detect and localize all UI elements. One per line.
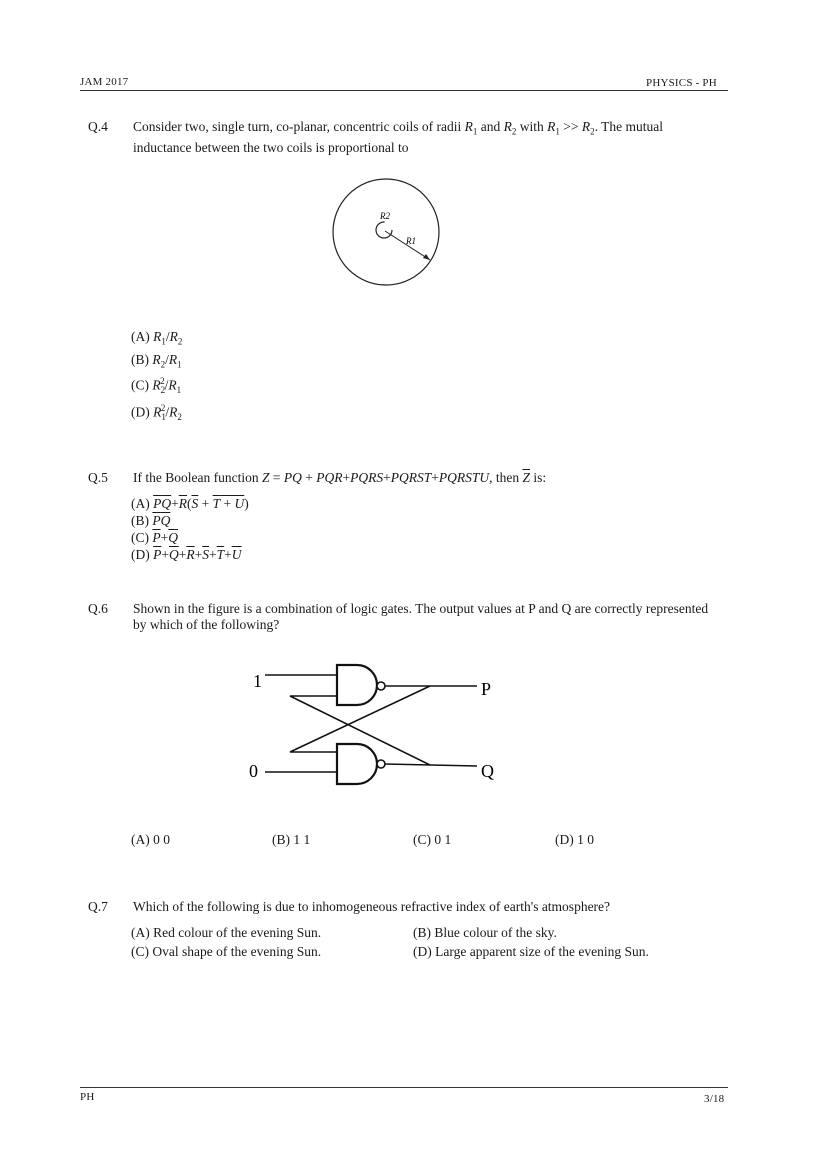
nand-bubble-top <box>377 682 385 690</box>
nand-gate-top <box>337 665 377 705</box>
nand-gate-bottom <box>337 744 377 784</box>
q5-option-b[interactable]: (B) $\overline{P}\overline{Q}$ <box>131 513 171 528</box>
nand-bubble-bottom <box>377 760 385 768</box>
q4-option-a[interactable]: (A) $R_1/R_2$ <box>131 329 183 347</box>
q7-option-c[interactable]: (C) Oval shape of the evening Sun. <box>131 944 322 959</box>
input-top-label: 1 <box>253 671 262 691</box>
q6-option-b[interactable]: (B) 1 1 <box>272 832 311 847</box>
q5-option-c[interactable]: (C) $\overline{P}+\overline{Q}$ <box>131 530 178 545</box>
q6-option-d[interactable]: (D) 1 0 <box>555 832 594 847</box>
q5-number: Q.5 <box>88 470 108 485</box>
q4-option-b[interactable]: (B) $R_2/R_1$ <box>131 351 182 370</box>
q4-option-c[interactable]: (C) $R_2^2/R_1$ <box>131 376 182 396</box>
q6-text: Shown in the figure is a combination of logic gates. The output values at P and Q are correctly represented by which of the following? <box>133 601 709 632</box>
q7-option-a[interactable]: (A) Red colour of the evening Sun. <box>131 925 322 940</box>
q7-number: Q.7 <box>88 899 108 914</box>
q6-logic-figure <box>245 655 505 790</box>
circuit-wires <box>265 675 477 772</box>
q4-option-d[interactable]: (D) $R_1^2/R_2$ <box>131 402 182 422</box>
q4-coils-figure <box>328 174 444 290</box>
header-left: JAM 2017 <box>80 76 129 88</box>
q4-options <box>131 328 182 426</box>
radius-arrowhead <box>423 254 430 260</box>
q5-text: If the Boolean function Z = PQ + PQR+PQRS+PQRST+PQRSTU, then $\overline{Z}$ is: <box>133 470 547 485</box>
header-right: PHYSICS - PH <box>646 77 717 89</box>
label-r2: R2 <box>380 211 390 221</box>
q4-text: Consider two, single turn, co-planar, concentric coils of radii $R_1$ and $R_2$ with $R_1 >> R_2$. The mutual inductance between the two coils is proportional to <box>133 119 663 155</box>
output-p-label: P <box>481 679 492 699</box>
q7-option-d[interactable]: (D) Large apparent size of the evening Sun. <box>413 944 649 959</box>
q7-option-b[interactable]: (B) Blue colour of the sky. <box>413 925 557 940</box>
header-rule <box>80 90 728 91</box>
output-q-label: Q <box>481 761 494 781</box>
q5-option-d[interactable]: (D) $\overline{P}+\overline{Q}+\overline{R}+\overline{S}+\overline{T}+\overline{U}$ <box>131 547 242 562</box>
footer-right: 3/18 <box>704 1093 725 1105</box>
label-r1: R1 <box>406 236 416 246</box>
footer-rule <box>80 1087 728 1088</box>
inner-coil <box>376 222 392 238</box>
q4-number: Q.4 <box>88 119 108 134</box>
q7-text: Which of the following is due to inhomogeneous refractive index of earth's atmosphere? <box>133 899 611 914</box>
q5-options <box>131 495 249 563</box>
q6-option-a[interactable]: (A) 0 0 <box>131 832 170 847</box>
q6-option-c[interactable]: (C) 0 1 <box>413 832 452 847</box>
q5-option-a[interactable]: (A) $\overline{P}\overline{Q}+\overline{R}(\overline{S} + T + U)$ <box>131 496 249 511</box>
input-bottom-label: 0 <box>249 761 258 781</box>
q6-number: Q.6 <box>88 601 108 616</box>
footer-left: PH <box>80 1091 95 1103</box>
